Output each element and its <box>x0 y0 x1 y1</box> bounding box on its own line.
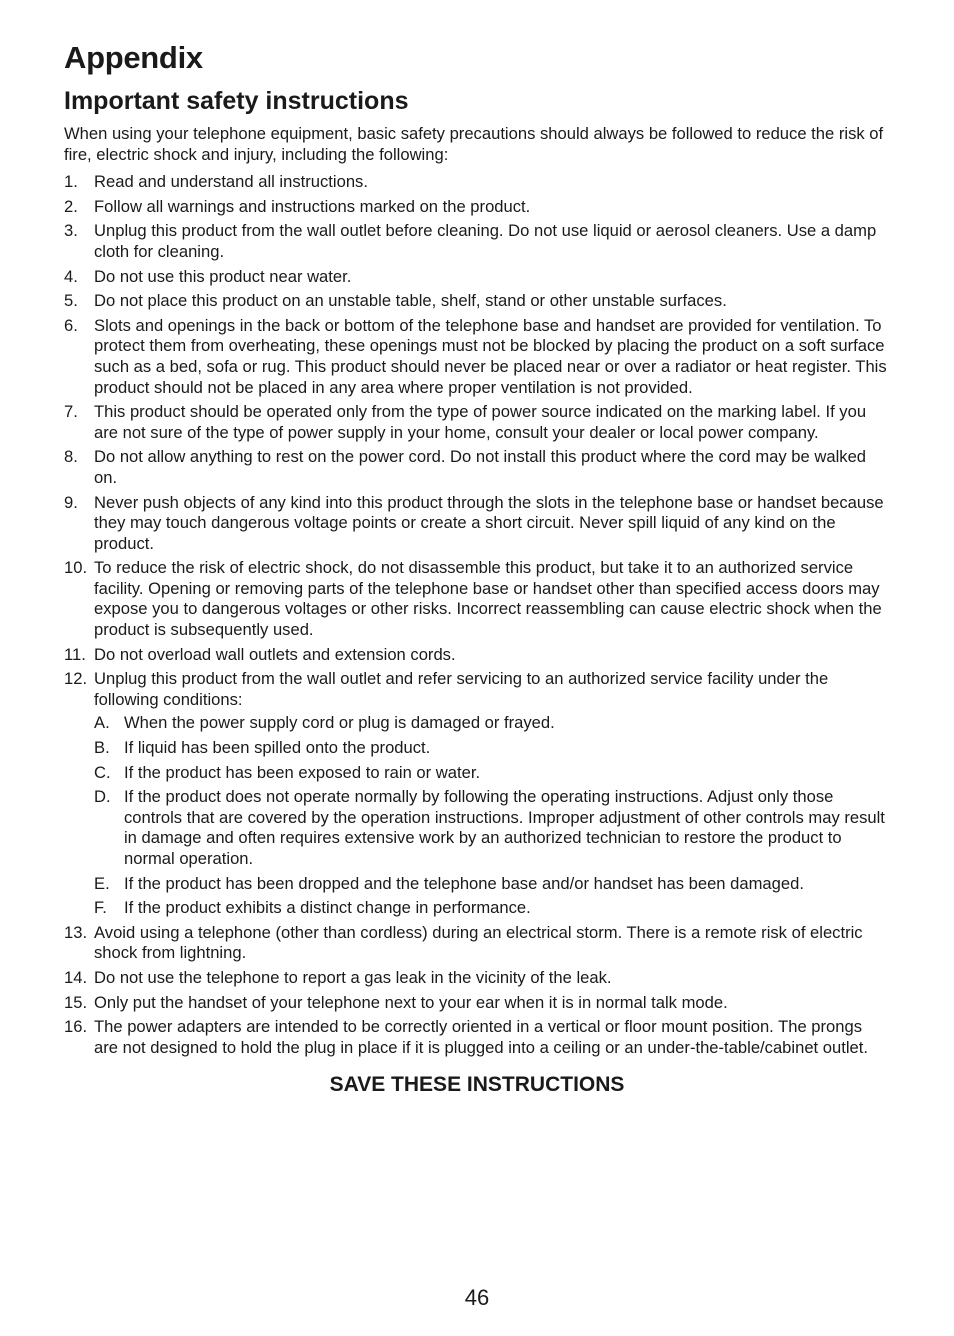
list-item <box>64 923 890 964</box>
list-item <box>64 493 890 555</box>
sub-item-text: If liquid has been spilled onto the product. <box>124 738 431 758</box>
item-number: 1. <box>64 172 78 192</box>
item-number: 11. <box>64 644 86 664</box>
item-text: Do not use this product near water. <box>94 266 352 286</box>
sub-item-text: If the product has been dropped and the telephone base and/or handset has been damaged. <box>124 873 804 893</box>
item-number: 14. <box>64 967 88 987</box>
item-text: This product should be operated only from the type of power source indicated on the marking label. If you are not sure of the type of power supply in your home, consult your dealer or local power company. <box>94 402 867 442</box>
item-text: The power adapters are intended to be correctly oriented in a vertical or floor mount position. The prongs are not designed to hold the plug in place if it is plugged into a ceiling or an under-the-table/cabinet outlet. <box>94 1017 868 1057</box>
item-text: Unplug this product from the wall outlet before cleaning. Do not use liquid or aerosol cleaners. Use a damp cloth for cleaning. <box>94 221 877 261</box>
item-number: 9. <box>64 492 78 512</box>
item-text: Read and understand all instructions. <box>94 172 368 192</box>
sub-list-item <box>94 738 890 759</box>
sub-item-text: If the product has been exposed to rain or water. <box>124 762 481 782</box>
sub-item-letter: C. <box>94 762 111 782</box>
page-title: Appendix <box>64 40 203 75</box>
item-text: Avoid using a telephone (other than cordless) during an electrical storm. There is a remote risk of electric shock from lightning. <box>94 922 863 963</box>
safety-list <box>64 172 890 1058</box>
list-item <box>64 316 890 398</box>
page-content <box>64 38 890 1098</box>
sub-item-letter: D. <box>94 787 111 807</box>
item-text: Do not allow anything to rest on the power cord. Do not install this product where the cord may be walked on. <box>94 447 867 487</box>
sub-list-item <box>94 713 890 734</box>
item-number: 16. <box>64 1017 88 1037</box>
sub-item-letter: E. <box>94 873 110 893</box>
list-item <box>64 993 890 1014</box>
sub-list-item <box>94 898 890 919</box>
save-instructions-heading: SAVE THESE INSTRUCTIONS <box>329 1073 625 1097</box>
list-item <box>64 669 890 919</box>
item-number: 13. <box>64 922 88 942</box>
conditions-list <box>94 713 890 918</box>
sub-item-letter: A. <box>94 713 110 733</box>
item-text: Do not overload wall outlets and extension cords. <box>94 644 456 664</box>
item-number: 6. <box>64 315 78 335</box>
sub-list-item <box>94 874 890 895</box>
item-text: Only put the handset of your telephone next to your ear when it is in normal talk mode. <box>94 992 728 1012</box>
list-item <box>64 968 890 989</box>
item-number: 12. <box>64 669 88 689</box>
list-item <box>64 267 890 288</box>
item-number: 2. <box>64 196 78 216</box>
intro-paragraph: When using your telephone equipment, basic safety precautions should always be followed to reduce the risk of fire, electric shock and injury, including the following: <box>64 124 884 164</box>
list-item <box>64 1017 890 1058</box>
sub-item-text: When the power supply cord or plug is damaged or frayed. <box>124 713 555 733</box>
item-number: 15. <box>64 992 88 1012</box>
list-item <box>64 172 890 193</box>
list-item <box>64 558 890 640</box>
item-text: Never push objects of any kind into this product through the slots in the telephone base or handset because they may touch dangerous voltage points or create a short circuit. Never spill liquid of any kind on the product. <box>94 492 884 553</box>
sub-item-letter: B. <box>94 738 110 758</box>
sub-item-text: If the product exhibits a distinct change in performance. <box>124 898 531 918</box>
item-text: Do not place this product on an unstable table, shelf, stand or other unstable surfaces. <box>94 291 727 311</box>
list-item <box>64 645 890 666</box>
section-heading: Important safety instructions <box>64 87 409 115</box>
sub-list-item <box>94 763 890 784</box>
item-number: 4. <box>64 266 78 286</box>
item-number: 10. <box>64 558 88 578</box>
list-item <box>64 291 890 312</box>
item-text: Slots and openings in the back or bottom of the telephone base and handset are provided for ventilation. To protect them from overheating, these openings must not be blocked by placing the product on a soft surface such as a bed, sofa or rug. This product should never be placed near or over a radiator or heat register. This product should not be placed in any area where proper ventilation is not provided. <box>94 315 887 397</box>
sub-item-letter: F. <box>94 898 107 918</box>
list-item <box>64 197 890 218</box>
sub-item-text: If the product does not operate normally by following the operating instructions. Adjust only those controls that are covered by the operation instructions. Improper adjustment of other controls may result in damage and often requires extensive work by an authorized technician to restore the product to normal operation. <box>124 787 885 868</box>
page-number: 46 <box>464 1285 490 1310</box>
item-text: Follow all warnings and instructions marked on the product. <box>94 196 531 216</box>
item-number: 7. <box>64 402 78 422</box>
item-number: 5. <box>64 291 78 311</box>
list-item <box>64 402 890 443</box>
item-text: To reduce the risk of electric shock, do not disassemble this product, but take it to an authorized service facility. Opening or removing parts of the telephone base or handset other than specified access doors may expose you to dangerous voltages or other risks. Incorrect reassembling can cause electric shock when the product is subsequently used. <box>94 558 882 640</box>
item-text: Unplug this product from the wall outlet and refer servicing to an authorized service facility under the following conditions: <box>94 669 829 709</box>
list-item <box>64 221 890 262</box>
item-number: 8. <box>64 447 78 467</box>
list-item <box>64 447 890 488</box>
sub-list-item <box>94 787 890 869</box>
item-number: 3. <box>64 221 78 241</box>
item-text: Do not use the telephone to report a gas leak in the vicinity of the leak. <box>94 967 612 987</box>
